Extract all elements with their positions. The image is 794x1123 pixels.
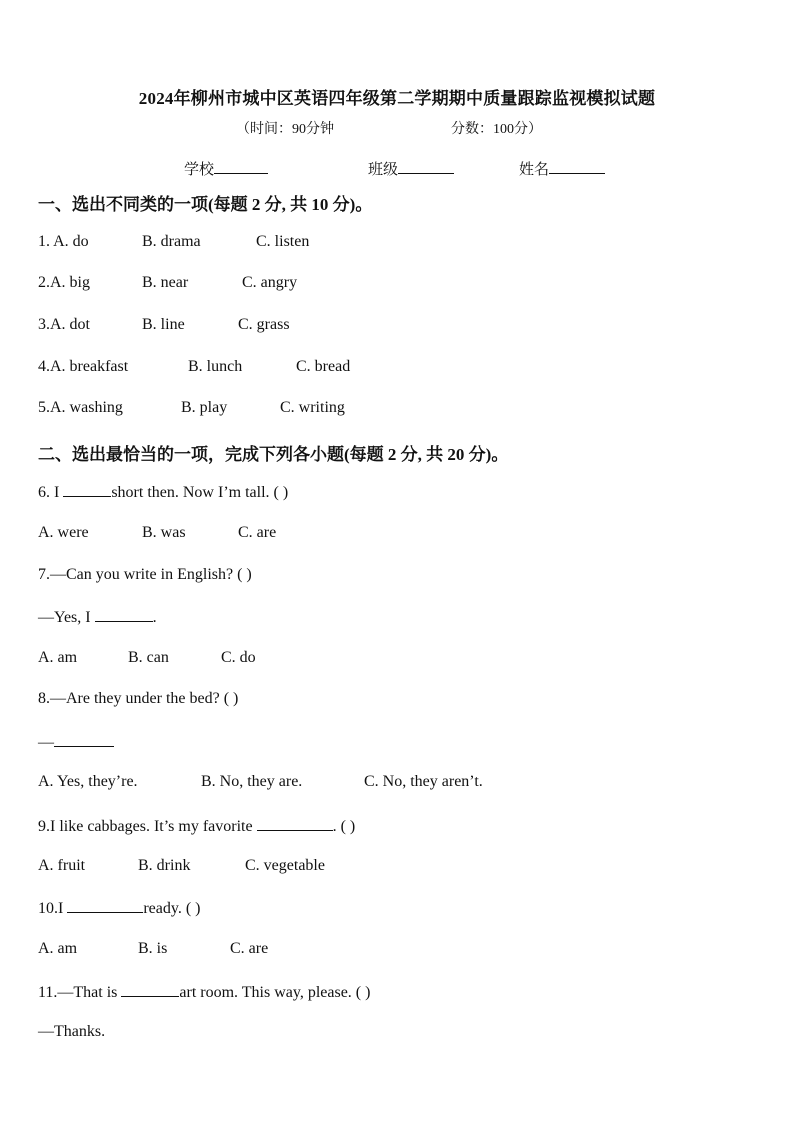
school-field bbox=[184, 158, 268, 179]
stem-text: 11.—That is bbox=[38, 984, 122, 1001]
question-9-stem bbox=[38, 816, 355, 836]
question-8-option-a: A. Yes, they’re. bbox=[38, 773, 138, 790]
page-title: 2024年柳州市城中区英语四年级第二学期期中质量跟踪监视模拟试题 bbox=[138, 89, 656, 108]
stem-text: ready. ( ) bbox=[143, 900, 201, 917]
question-9-option-c: C. vegetable bbox=[245, 857, 325, 874]
exam-score: 分数：100分） bbox=[451, 122, 542, 137]
option-a-text: A. breakfast bbox=[50, 358, 129, 375]
question-number: 4. bbox=[38, 358, 50, 375]
question-4-option-b: B. lunch bbox=[188, 358, 243, 375]
question-number: 3. bbox=[38, 316, 50, 333]
question-number: 2. bbox=[38, 274, 50, 291]
question-7-stem: 7.—Can you write in English? ( ) bbox=[38, 566, 252, 583]
option-a-text: A. washing bbox=[50, 399, 123, 416]
question-7-option-a: A. am bbox=[38, 649, 78, 666]
stem-text: —Yes, I bbox=[38, 609, 95, 626]
question-number: 5. bbox=[38, 399, 50, 416]
question-8-stem: 8.—Are they under the bed? ( ) bbox=[38, 690, 239, 707]
school-label: 学校 bbox=[184, 162, 215, 178]
question-1-option-c: C. listen bbox=[256, 233, 310, 250]
answer-blank[interactable] bbox=[63, 482, 111, 497]
question-7-option-b: B. can bbox=[128, 649, 169, 666]
question-8-answer-line bbox=[38, 732, 114, 752]
question-1-option-b: B. drama bbox=[142, 233, 201, 250]
question-10-option-a: A. am bbox=[38, 940, 78, 957]
exam-time: （时间：90分钟 bbox=[236, 122, 334, 137]
class-field bbox=[368, 158, 454, 179]
stem-text: . bbox=[152, 609, 157, 626]
option-a-text: A. dot bbox=[50, 316, 90, 333]
question-3-option-b: B. line bbox=[142, 316, 185, 333]
stem-text: 9.I like cabbages. It’s my favorite bbox=[38, 818, 257, 835]
question-8-option-b: B. No, they are. bbox=[201, 773, 303, 790]
question-11-stem bbox=[38, 982, 370, 1002]
question-3-option-c: C. grass bbox=[238, 316, 290, 333]
stem-text: — bbox=[38, 734, 54, 751]
question-4-option-a bbox=[38, 358, 128, 376]
question-1-option-a bbox=[38, 233, 89, 251]
question-9-option-b: B. drink bbox=[138, 857, 191, 874]
stem-text: . ( ) bbox=[332, 818, 356, 835]
question-7-answer-line bbox=[38, 607, 157, 627]
question-11-answer-line: —Thanks. bbox=[38, 1023, 106, 1040]
answer-blank[interactable] bbox=[67, 898, 143, 913]
class-blank[interactable] bbox=[398, 159, 454, 174]
answer-blank[interactable] bbox=[257, 816, 333, 831]
question-number: 1. bbox=[38, 233, 54, 250]
question-10-stem bbox=[38, 898, 200, 918]
question-6-option-a: A. were bbox=[38, 524, 89, 541]
question-10-option-c: C. are bbox=[230, 940, 269, 957]
question-5-option-a bbox=[38, 399, 123, 417]
answer-blank[interactable] bbox=[121, 982, 179, 997]
section1-heading: 一、选出不同类的一项(每题 2 分, 共 10 分)。 bbox=[38, 195, 373, 214]
answer-blank[interactable] bbox=[95, 607, 153, 622]
section2-heading: 二、选出最恰当的一项，完成下列各小题(每题 2 分, 共 20 分)。 bbox=[38, 445, 509, 464]
stem-text: 6. I bbox=[38, 484, 64, 501]
option-a-text: A. do bbox=[53, 233, 89, 250]
name-field bbox=[519, 158, 605, 179]
answer-blank[interactable] bbox=[54, 732, 114, 747]
class-label: 班级 bbox=[368, 162, 399, 178]
question-2-option-c: C. angry bbox=[242, 274, 298, 291]
name-blank[interactable] bbox=[549, 159, 605, 174]
question-9-option-a: A. fruit bbox=[38, 857, 86, 874]
question-10-option-b: B. is bbox=[138, 940, 168, 957]
question-2-option-a bbox=[38, 274, 90, 292]
school-blank[interactable] bbox=[214, 159, 268, 174]
option-a-text: A. big bbox=[50, 274, 90, 291]
question-4-option-c: C. bread bbox=[296, 358, 351, 375]
question-8-option-c: C. No, they aren’t. bbox=[364, 773, 483, 790]
question-7-option-c: C. do bbox=[221, 649, 256, 666]
question-2-option-b: B. near bbox=[142, 274, 189, 291]
question-5-option-c: C. writing bbox=[280, 399, 345, 416]
question-3-option-a bbox=[38, 316, 90, 334]
stem-text: short then. Now I’m tall. ( ) bbox=[111, 484, 289, 501]
name-label: 姓名 bbox=[519, 162, 550, 178]
question-5-option-b: B. play bbox=[181, 399, 228, 416]
question-6-option-b: B. was bbox=[142, 524, 186, 541]
question-6-stem bbox=[38, 482, 288, 502]
question-6-option-c: C. are bbox=[238, 524, 277, 541]
stem-text: art room. This way, please. ( ) bbox=[179, 984, 371, 1001]
stem-text: 10.I bbox=[38, 900, 68, 917]
